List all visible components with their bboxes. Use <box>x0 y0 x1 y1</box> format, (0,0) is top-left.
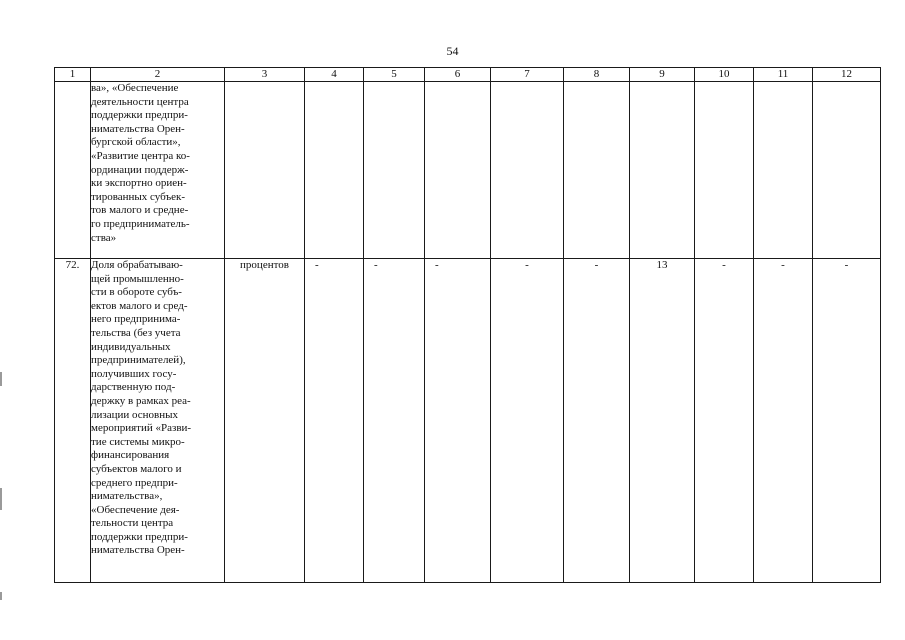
column-header: 7 <box>491 68 564 82</box>
table-row <box>55 82 881 259</box>
value-cell <box>564 82 630 259</box>
value-cell: - <box>425 259 491 583</box>
column-header: 5 <box>364 68 425 82</box>
unit-cell <box>225 82 305 259</box>
column-header: 11 <box>754 68 813 82</box>
row-number: 72. <box>55 259 91 583</box>
value-cell: - <box>364 259 425 583</box>
indicator-name-cell <box>91 82 225 259</box>
value-cell <box>491 82 564 259</box>
column-header: 6 <box>425 68 491 82</box>
value-cell <box>425 82 491 259</box>
value-cell <box>813 82 881 259</box>
unit-cell: процентов <box>225 259 305 583</box>
indicator-name: ва», «Обеспечение деятельности центра поддержки предпри- нимательства Орен- бургской области», «Развитие центра ко- ординации поддерж- ки экспортно ориен- тированных субъек- тов малого и средне- го предприниматель- ства» <box>91 82 190 244</box>
value-cell <box>364 82 425 259</box>
value-cell <box>305 82 364 259</box>
value-cell: - <box>305 259 364 583</box>
column-header: 8 <box>564 68 630 82</box>
page-number: 54 <box>446 44 459 58</box>
value-cell <box>695 82 754 259</box>
value-cell: - <box>695 259 754 583</box>
value-cell: - <box>564 259 630 583</box>
value-cell: 13 <box>630 259 695 583</box>
scan-margin-mark <box>0 592 2 600</box>
scan-margin-mark <box>0 372 2 386</box>
value-cell <box>630 82 695 259</box>
table-row <box>55 259 881 583</box>
row-number <box>55 82 91 259</box>
column-header: 10 <box>695 68 754 82</box>
column-header: 4 <box>305 68 364 82</box>
indicator-table <box>54 67 881 583</box>
indicator-name: Доля обрабатываю- щей промышленно- сти в обороте субъ- ектов малого и сред- него предпринима- тельства (без учета индивидуальных предпринимателей), получивших госу- дарственную под- держку в рамках реа- лизации основных мероприятий «Разви- тие системы микро- финансирования субъектов малого и среднего предпри- нимательства», «Обеспечение дея- тельности центра поддержки предпри- нимательства Орен- <box>91 259 192 557</box>
table-header-row <box>55 68 881 82</box>
column-header: 12 <box>813 68 881 82</box>
column-header: 9 <box>630 68 695 82</box>
column-header: 2 <box>91 68 225 82</box>
value-cell: - <box>813 259 881 583</box>
column-header: 1 <box>55 68 91 82</box>
value-cell: - <box>754 259 813 583</box>
value-cell <box>754 82 813 259</box>
column-header: 3 <box>225 68 305 82</box>
scan-margin-mark <box>0 488 2 510</box>
value-cell: - <box>491 259 564 583</box>
indicator-name-cell <box>91 259 225 583</box>
